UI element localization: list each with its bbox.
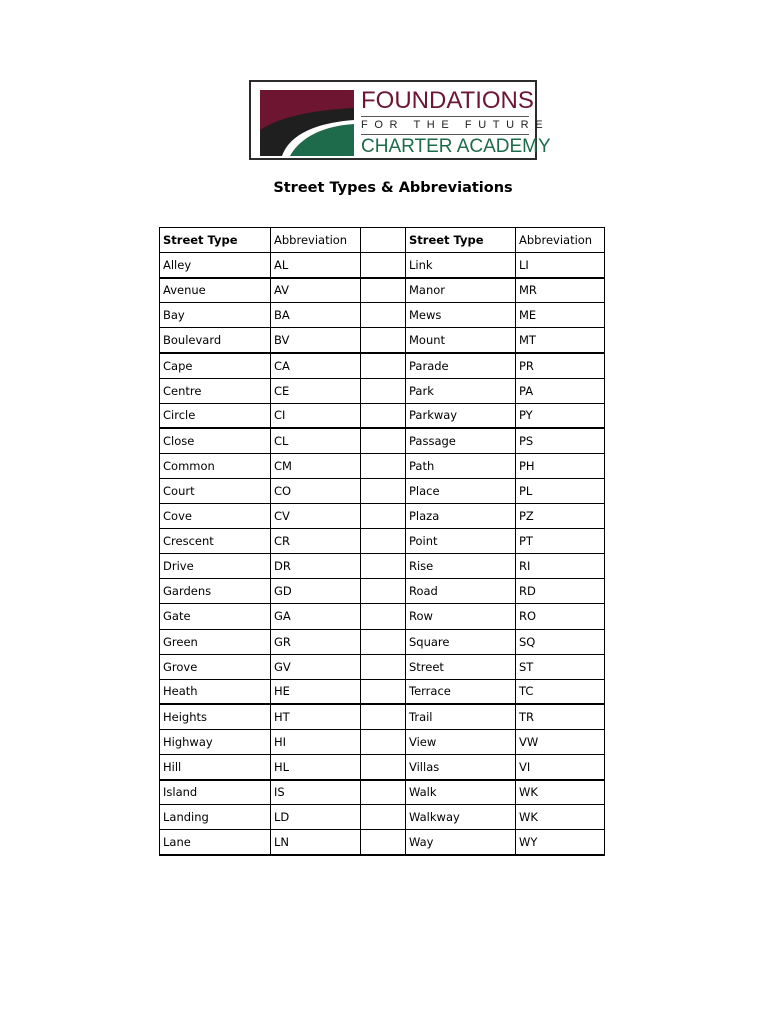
table-row	[160, 403, 605, 428]
abbreviation-right-cell: PH	[516, 453, 605, 478]
abbreviation-right-cell: WK	[516, 780, 605, 805]
spacer-cell	[361, 403, 406, 428]
street-type-right-cell: Mews	[406, 303, 516, 328]
spacer-cell	[361, 504, 406, 529]
abbreviation-right-cell: WK	[516, 805, 605, 830]
abbreviation-left-cell: CE	[271, 378, 361, 403]
abbreviation-right-cell: TC	[516, 679, 605, 704]
street-type-right-cell: Park	[406, 378, 516, 403]
abbreviation-right-cell: PR	[516, 353, 605, 378]
abbreviation-left-cell: HL	[271, 754, 361, 779]
abbreviation-right-cell: VW	[516, 729, 605, 754]
spacer-cell	[361, 830, 406, 855]
street-type-left-cell: Heath	[160, 679, 271, 704]
street-type-right-cell: Place	[406, 478, 516, 503]
spacer-cell	[361, 729, 406, 754]
table-row	[160, 554, 605, 579]
abbreviation-right-cell: RO	[516, 604, 605, 629]
logo-line-foundations: FOUNDATIONS	[361, 87, 534, 114]
table-row	[160, 278, 605, 303]
street-type-left-cell: Cape	[160, 353, 271, 378]
street-type-right-cell: Mount	[406, 328, 516, 353]
abbreviation-left-cell: HI	[271, 729, 361, 754]
logo-line-charter-academy: CHARTER ACADEMY	[361, 136, 551, 157]
street-type-left-cell: Island	[160, 780, 271, 805]
street-type-left-cell: Circle	[160, 403, 271, 428]
spacer-cell	[361, 579, 406, 604]
table-row	[160, 679, 605, 704]
street-type-right-cell: Point	[406, 529, 516, 554]
abbreviation-left-cell: CI	[271, 403, 361, 428]
spacer-cell	[361, 629, 406, 654]
street-type-right-cell: Villas	[406, 754, 516, 779]
abbreviation-right-cell: MT	[516, 328, 605, 353]
street-type-right-cell: Walk	[406, 780, 516, 805]
table-row	[160, 604, 605, 629]
abbreviation-right-cell: RD	[516, 579, 605, 604]
street-type-left-cell: Cove	[160, 504, 271, 529]
table-row	[160, 428, 605, 453]
abbreviation-left-cell: GV	[271, 654, 361, 679]
abbreviation-left-cell: HT	[271, 704, 361, 729]
street-type-right-cell: Manor	[406, 278, 516, 303]
table-row	[160, 579, 605, 604]
abbreviation-left-cell: LN	[271, 830, 361, 855]
road-logo-icon	[260, 90, 354, 156]
street-type-right-cell: Row	[406, 604, 516, 629]
table-row	[160, 378, 605, 403]
abbreviation-left-cell: IS	[271, 780, 361, 805]
logo-divider-bottom	[361, 134, 529, 135]
street-type-left-cell: Drive	[160, 554, 271, 579]
abbreviation-right-cell: MR	[516, 278, 605, 303]
abbreviation-right-cell: ST	[516, 654, 605, 679]
spacer-cell	[361, 704, 406, 729]
street-type-right-cell: Square	[406, 629, 516, 654]
spacer-cell	[361, 378, 406, 403]
table-row	[160, 780, 605, 805]
street-type-right-cell: Passage	[406, 428, 516, 453]
street-type-left-cell: Court	[160, 478, 271, 503]
abbreviation-left-cell: CR	[271, 529, 361, 554]
table-row	[160, 805, 605, 830]
page-title: Street Types & Abbreviations	[273, 180, 513, 196]
table-row	[160, 328, 605, 353]
abbreviation-right-cell: PA	[516, 378, 605, 403]
street-type-right-cell: Terrace	[406, 679, 516, 704]
spacer-cell	[361, 303, 406, 328]
spacer-cell	[361, 278, 406, 303]
street-type-left-cell: Hill	[160, 754, 271, 779]
table-row	[160, 629, 605, 654]
street-type-left-cell: Heights	[160, 704, 271, 729]
spacer-cell	[361, 780, 406, 805]
table-row	[160, 353, 605, 378]
abbreviation-right-cell: RI	[516, 554, 605, 579]
spacer-cell	[361, 228, 406, 253]
abbreviation-right-cell: VI	[516, 754, 605, 779]
abbreviation-right-cell: PS	[516, 428, 605, 453]
abbreviation-right-cell: TR	[516, 704, 605, 729]
abbreviation-left-cell: BV	[271, 328, 361, 353]
street-type-left-cell: Centre	[160, 378, 271, 403]
abbreviation-right-cell: PZ	[516, 504, 605, 529]
spacer-cell	[361, 253, 406, 278]
spacer-cell	[361, 353, 406, 378]
abbreviation-left-cell: CV	[271, 504, 361, 529]
spacer-cell	[361, 453, 406, 478]
spacer-cell	[361, 529, 406, 554]
abbreviation-right-cell: ME	[516, 303, 605, 328]
header-abbreviation-left: Abbreviation	[271, 228, 361, 253]
abbreviation-left-cell: HE	[271, 679, 361, 704]
logo-line-for-the-future: FOR THE FUTURE	[361, 119, 550, 131]
street-type-left-cell: Grove	[160, 654, 271, 679]
spacer-cell	[361, 328, 406, 353]
table-row	[160, 830, 605, 855]
abbreviation-left-cell: CA	[271, 353, 361, 378]
street-type-right-cell: Street	[406, 654, 516, 679]
street-type-left-cell: Alley	[160, 253, 271, 278]
street-type-right-cell: Link	[406, 253, 516, 278]
abbreviation-right-cell: LI	[516, 253, 605, 278]
table-row	[160, 303, 605, 328]
street-type-right-cell: View	[406, 729, 516, 754]
abbreviation-right-cell: SQ	[516, 629, 605, 654]
street-type-left-cell: Gardens	[160, 579, 271, 604]
table-row	[160, 704, 605, 729]
table-row	[160, 478, 605, 503]
street-type-left-cell: Highway	[160, 729, 271, 754]
street-type-left-cell: Crescent	[160, 529, 271, 554]
spacer-cell	[361, 654, 406, 679]
abbreviation-left-cell: AV	[271, 278, 361, 303]
street-type-right-cell: Parkway	[406, 403, 516, 428]
abbreviation-left-cell: CM	[271, 453, 361, 478]
abbreviation-right-cell: PY	[516, 403, 605, 428]
spacer-cell	[361, 554, 406, 579]
street-type-right-cell: Plaza	[406, 504, 516, 529]
abbreviation-left-cell: LD	[271, 805, 361, 830]
street-abbreviation-table	[159, 227, 605, 856]
street-type-left-cell: Avenue	[160, 278, 271, 303]
table-row	[160, 529, 605, 554]
header-abbreviation-right: Abbreviation	[516, 228, 605, 253]
street-type-left-cell: Boulevard	[160, 328, 271, 353]
street-type-left-cell: Green	[160, 629, 271, 654]
street-type-right-cell: Parade	[406, 353, 516, 378]
street-type-right-cell: Trail	[406, 704, 516, 729]
abbreviation-left-cell: DR	[271, 554, 361, 579]
abbreviation-left-cell: GR	[271, 629, 361, 654]
school-logo	[249, 80, 551, 160]
header-street-type-right: Street Type	[406, 228, 516, 253]
street-type-left-cell: Close	[160, 428, 271, 453]
street-type-left-cell: Common	[160, 453, 271, 478]
spacer-cell	[361, 805, 406, 830]
street-type-right-cell: Rise	[406, 554, 516, 579]
street-type-left-cell: Lane	[160, 830, 271, 855]
street-type-left-cell: Landing	[160, 805, 271, 830]
street-type-right-cell: Road	[406, 579, 516, 604]
abbreviation-left-cell: CO	[271, 478, 361, 503]
abbreviation-left-cell: BA	[271, 303, 361, 328]
table-row	[160, 754, 605, 779]
table-row	[160, 654, 605, 679]
street-type-left-cell: Bay	[160, 303, 271, 328]
abbreviation-left-cell: AL	[271, 253, 361, 278]
street-type-right-cell: Way	[406, 830, 516, 855]
spacer-cell	[361, 754, 406, 779]
table-header-row	[160, 228, 605, 253]
abbreviation-right-cell: WY	[516, 830, 605, 855]
abbreviation-right-cell: PT	[516, 529, 605, 554]
spacer-cell	[361, 679, 406, 704]
street-type-right-cell: Walkway	[406, 805, 516, 830]
table-row	[160, 504, 605, 529]
abbreviation-left-cell: GD	[271, 579, 361, 604]
abbreviation-left-cell: CL	[271, 428, 361, 453]
table-body	[160, 228, 605, 855]
spacer-cell	[361, 604, 406, 629]
street-type-right-cell: Path	[406, 453, 516, 478]
table-row	[160, 453, 605, 478]
spacer-cell	[361, 478, 406, 503]
spacer-cell	[361, 428, 406, 453]
abbreviation-left-cell: GA	[271, 604, 361, 629]
street-type-left-cell: Gate	[160, 604, 271, 629]
header-street-type-left: Street Type	[160, 228, 271, 253]
table-row	[160, 729, 605, 754]
abbreviation-right-cell: PL	[516, 478, 605, 503]
logo-divider-top	[361, 116, 529, 117]
table-row	[160, 253, 605, 278]
